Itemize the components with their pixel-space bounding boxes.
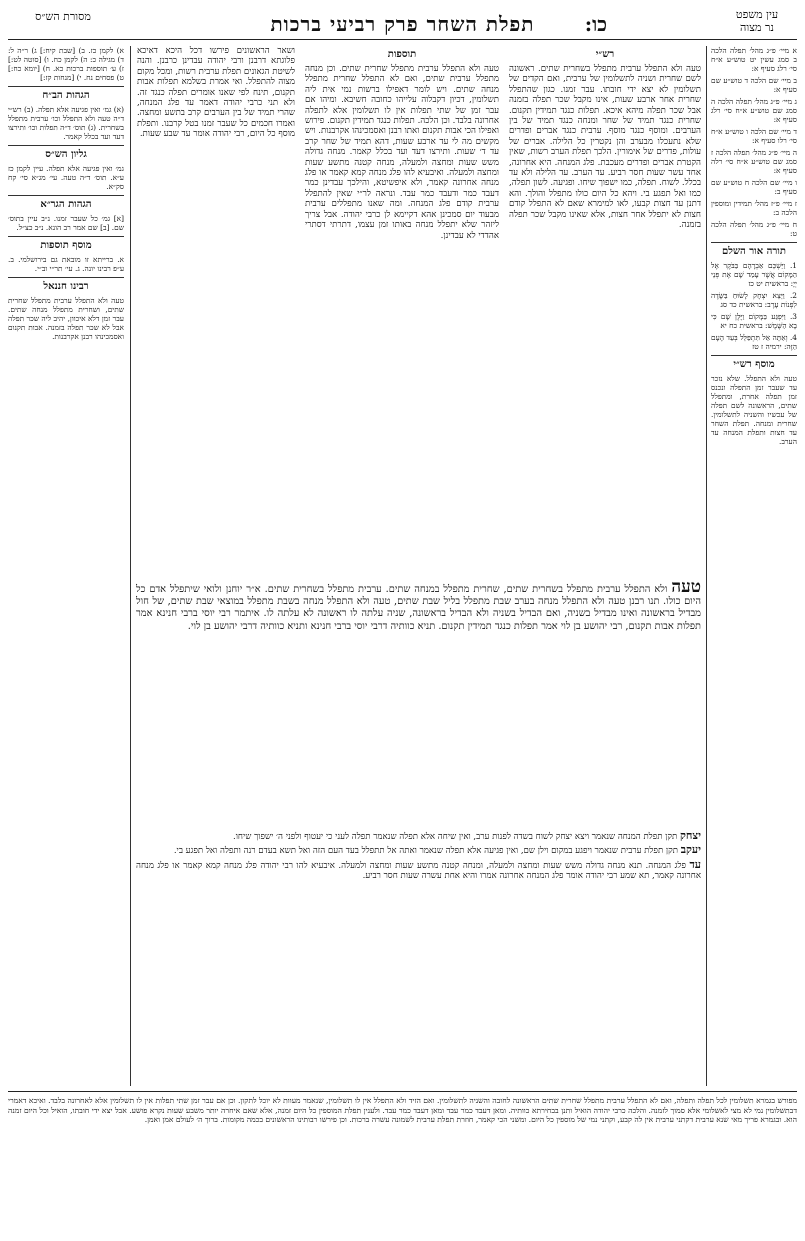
ein-mishpat-line: ה מיי׳ פ״ג מהל׳ תפלה הלכה ז סמג שם טוש״ע א״ח סי׳ רלה סעיף א:: [711, 148, 797, 175]
middle-commentary-text: ושאר הראשונים פירשו דכל היכא דאיכא פלוגתא דרבנן ורבי יהודה עבדינן כרבנן. והנה לשיטת הגאונים תפלת ערבית רשות, ומכל מקום מצוה להתפלל. ואי אמרת בשלמא תפלות אבות תקנום, תינח לפי שאנו אומרים תפלה כנגד זה. ולא תני כרבי יהודה דאמר עד פלג המנחה, שהרי תמיד של בין הערבים קרב בתשע ומחצה. ואמרו חכמים כל שעבר זמנו בטל קרבנו. ותפלת מוסף כל היום, רבי יהודה אומר עד שבע שעות.: [137, 46, 295, 140]
ein-mishpat-column: [711, 46, 797, 1086]
masoret-line: א. ברייתא זו מובאת גם בירושלמי. ב. ע״פ רבינו יונה. ג. עי׳ תר״י וב״י.: [8, 255, 124, 273]
rashi-title: רש״י: [595, 49, 615, 60]
masoret-line: טעה ולא התפלל ערבית מתפלל שחרית שתים, ושחרית מתפלל מנחה שתים. עבר זמן דלא איכוון, יהיב ליה שכר תפלה אבל לא שכר תפלה בזמנה. אבות תקנום ואסמכינהו רבנן אקרבנות.: [8, 296, 124, 341]
gemara-passage: תקן תפלת ערבית שנאמר ויפגע במקום וילן שם, ואין פגיעה אלא תפלה שנאמר ואתה אל תתפלל בעד העם הזה ואל תשא בעדם רנה ותפלה ואל תפגע בי.: [173, 846, 678, 857]
masoret-header-label: מסורת הש״ס: [35, 10, 91, 23]
torah-or-line: 2. וַיֵּצֵא יִצְחָק לָשׂוּחַ בַּשָּׂדֶה לִפְנוֹת עָרֶב: בראשית כד סג: [711, 291, 797, 309]
talmud-page: [8, 6, 797, 1235]
gemara-text: ולא התפלל ערבית מתפלל בשחרית שתים, שחרית מתפלל במנחה שתים. ערבית מתפלל בשחרית שתים. א״ר יוחנן ולואי שיתפלל אדם כל היום כולו. תנו רבנן טעה ולא התפלל מנחה בערב שבת מתפלל בליל שבת שתים, טעה ולא התפלל מנחה בשבת מתפלל במוצאי שבת שתים, של חול מבדיל בראשונה ואינו מבדיל בשניה, ואם הבדיל בשניה ולא הבדיל בראשונה, שניה עלתה לו ראשונה לא עלתה לו. איתמר רבי יוסי ברבי חנינא אמר תפלות אבות תקנום, רבי יהושע בן לוי אמר תפלות כנגד תמידין תקנום. תניא כוותיה דרבי יוסי ברבי חנינא ותניא כוותיה דרבי יהושע בן לוי.: [136, 584, 701, 632]
page-title: תפלת השחר פרק רביעי ברכות: [270, 12, 535, 36]
rashi-text: טעה ולא התפלל ערבית מתפלל בשחרית שתים. ראשונה לשם שחרית ושניה לתשלומין של ערבית, ואם הקדים של תשלומין לא יצא ידי חובתו. עבר זמנו. כגון שהתפלל שחרית אחר ארבע שעות, אינו מקבל שכר תפלה בזמנה אבל שכר תפלה מיהא איכא. תפלות כנגד תמידין תקנום. שחרית כנגד תמיד של שחר ומנחה כנגד תמיד של בין הערבים. ומוסף כנגד מוסף. ערבית כנגד אברים ופדרים שלא נתעכלו מבערב והן נקטרין כל הלילה. אברים של עולות, פדרים של אימורין. הלכך תפלת הערב רשות, שאין הקטרת אברים ופדרים מעכבת. פלג המנחה. היא אחרונה, אחד עשר שעות חסר רביע. עד הערב. עד הלילה ולא עד בכלל. לשוח. תפלה, כמו ישפוך שיחו. ופגיעה. לשון תפלה, כמו ואל תפגע בי. ויהא כל היום כולו מתפלל והולך. והא דתנן עד חצות קבעו, לאו למימרא שאם לא התפלל קודם חצות לא יתפלל אחר חצות, אלא שאינו מקבל שכר תפלה בזמנה.: [509, 64, 701, 231]
torah-or-line: 4. וְאַתָּה אַל תִּתְפַּלֵּל בְּעַד הָעָם הַזֶּה: ירמיה ז טז: [711, 333, 797, 351]
ein-mishpat-line: ח מיי׳ פ״ג מהל׳ תפלה הלכה ט:: [711, 220, 797, 238]
masoret-line: [א] גמ׳ כל שעבר זמנו. נ״ב עיין בתוס׳ שם. [ב] שם אמר רב הונא. נ״ב כצ״ל.: [8, 214, 124, 232]
musaf-tosafot-title: מוסף תוספות: [8, 236, 124, 252]
ein-mishpat-line: ג מיי׳ פ״ג מהל׳ תפלה הלכה ה סמג שם טוש״ע א״ח סי׳ רלג סעיף א:: [711, 97, 797, 124]
gilyon-hashas-title: גליון הש״ס: [8, 145, 124, 161]
daf-number: כו:: [584, 12, 607, 36]
hagahot-hagra-title: הגהות הגר״א: [8, 195, 124, 211]
footer-commentary: מפורש בגמרא תשלומין לכל תפלה ותפלה, ואם לא התפלל ערבית מתפלל שחרית שתים הראשונה לחובה והשניה לתשלומין. ואם הזיד ולא התפלל אין לו תשלומין, שנאמר מעוות לא יוכל לתקון. וכן אם עבר זמן שתי תפלות אין לו תשלומין אלא לאחרונה בלבד. ואיכא דאמרי דבתשלומין נמי לא מצי לאשלומי אלא סמוך לזמנה. והלכה כרבי יהודה הואיל ותנן בבחירתא כוותיה. ומאן דעבד כמר עבד ומאן דעבד כמר עבד. ולענין תפלת המוספין כל היום זמנה, אלא שאם איחרה יותר משבע שעות נקרא פושע. אבל יצא ידי חובתו, הואיל וכל היום זמנה הוא. ובגמרא פריך מאי שנא ערבית דקתני ערבית אין לה קבע, וקתני נמי של מוספין כל היום. ומשני הכי קאמר, חוזרת תפלת ערבית לשמונה עשרה ברכות. וכן פירשו רבותינו הראשונים בכמה מקומות. ברוך ה׳ לעולם אמן ואמן.: [8, 1091, 797, 1233]
masoret-line: גמ׳ ואין פגיעה אלא תפלה. עיין לקמן כז ע״א. תוס׳ ד״ה טעה. עי׳ מג״א סי׳ קח סק״א.: [8, 164, 124, 191]
middle-commentary-column: [137, 46, 295, 576]
ein-mishpat-line: ו מיי׳ שם הלכה ח טוש״ע שם סעיף ב:: [711, 178, 797, 196]
musaf-rashi-title: מוסף רש״י: [711, 355, 797, 371]
masoret-hashas-column: [8, 46, 124, 1086]
ein-mishpat-line: ז מיי׳ פ״ז מהל׳ תמידין ומוספין הלכה ב:: [711, 199, 797, 217]
tosafot-text: טעה ולא התפלל ערבית מתפלל שחרית שתים. וכן מנחה מתפלל ערבית שתים, ואם לא התפלל שחרית מתפלל מנחה שתים. ויש לומר דאפילו ברשות נמי אית ליה תשלומין, דכיון דקבלוה עלייהו כחובה חשיבא. ומיהו אם עבר זמן של שתי תפלות אין לו תשלומין אלא לתפלה אחרונה בלבד. וכן הלכה. תפלות כנגד תמידין תקנום. פירוש ואפילו הכי אבות תקנום ואתו רבנן ואסמכינהו אקרבנות. ויש מקשים מה לי עד ארבע שעות, דהא תמיד של שחר קרב עד ד׳ שעות. ותירצו דעד ועד בכלל קאמר. מנחה גדולה משש שעות ומחצה ולמעלה, מנחה קטנה מתשע שעות ומחצה ולמעלה. ואיבעיא להו פלג מנחה קמא קאמר או פלג מנחה אחרונה קאמר, ולא איפשיטא, והילכך עבדינן כמר דעבד כמר ודעבד כמר עבד. ונראה לר״י שאין להתפלל ערבית קודם פלג המנחה. ומה שאנו מתפללים ערבית מבעוד יום סמכינן אהא דקיימא לן כרבי יהודה. אבל צריך ליזהר שלא יתפלל מנחה באותו זמן עצמו, דתרתי דסתרי אהדדי לא עבדינן.: [305, 64, 499, 241]
masoret-line: (א) גמ׳ ואין פגיעה אלא תפלה. (ב) רש״י ד״ה טעה ולא התפלל וכו׳ ערבית מתפלל בשחרית. (ג) תוס׳ ד״ה תפלות וכו׳ ותירצו דעד ועד בכלל קאמר.: [8, 105, 124, 141]
tosafot-column: [305, 46, 499, 576]
musaf-rashi-text: טעה ולא התפלל. שלא נזכר עד שעבר זמן התפלה ונכנס זמן תפלה אחרת, ומתפלל שתים, הראשונה לשם תפלה של עכשיו והשניה לתשלומין. שחרית ומנחה. תפלת השחר עד חצות ותפלת המנחה עד הערב.: [711, 374, 797, 446]
dibur-hamatchil: עד: [689, 857, 701, 871]
ein-mishpat-line: ד מיי׳ שם הלכה ו טוש״ע א״ח סי׳ רלו סעיף א:: [711, 127, 797, 145]
column-divider: [706, 46, 707, 1086]
hagahot-habach-title: הגהות הב״ח: [8, 86, 124, 102]
gemara-main-text: [136, 581, 701, 821]
torah-or-line: 1. וַיַּשְׁכֵּם אַבְרָהָם בַּבֹּקֶר אֶל הַמָּקוֹם אֲשֶׁר עָמַד שָׁם אֶת פְּנֵי יְיָ: בראשית יט כז: [711, 261, 797, 288]
column-divider: [130, 46, 131, 1086]
page-header: [8, 6, 797, 40]
rashi-column: [509, 46, 701, 576]
gemara-passage: פלג המנחה. תנא מנחה גדולה משש שעות ומחצה ולמעלה, ומנחה קטנה מתשע שעות ומחצה ולמעלה. איבעיא להו רבי יהודה פלג מנחה קמא קאמר או פלג מנחה אחרונה קאמר, תא שמע רבי יהודה אומר פלג המנחה אחרונה אמרו והיא אחת עשרה שעות חסר רביע.: [136, 860, 701, 882]
rabbeinu-chananel-title: רבינו חננאל: [8, 277, 124, 293]
gemara-continuation: [136, 831, 701, 1041]
dibur-hamatchil: יעקב: [680, 843, 701, 857]
opening-word: טעה: [671, 581, 701, 597]
ein-mishpat-line: ב מיי׳ שם הלכה ד טוש״ע שם סעיף א:: [711, 76, 797, 94]
ein-mishpat-line: א מיי׳ פ״ג מהל׳ תפלה הלכה ב סמג עשין יט טוש״ע א״ח סי׳ רלג סעיף א:: [711, 46, 797, 73]
torah-or-title: תורה אור השלם: [711, 242, 797, 258]
torah-or-line: 3. וַיִּפְגַּע בַּמָּקוֹם וַיָּלֶן שָׁם כִּי בָא הַשֶּׁמֶשׁ: בראשית כח יא: [711, 312, 797, 330]
ein-mishpat-header-label: עין משפט נר מצוה: [735, 8, 779, 34]
gemara-passage: תקן תפלת המנחה שנאמר ויצא יצחק לשוח בשדה לפנות ערב, ואין שיחה אלא תפלה שנאמר תפלה לעני כי יעטוף ולפני ה׳ ישפוך שיחו.: [232, 832, 678, 842]
dibur-hamatchil: יצחק: [679, 831, 701, 842]
tosafot-title: תוספות: [387, 49, 417, 60]
masoret-line: א) לקמן כז. ב) [שבת קיח:] ג) ר״ה ל: ד) מגילה כ: ה) לקמן כח. ו) [סוטה לט:] ז) ע׳ תוספות ברכות כא. ח) [יומא כח:] ט) פסחים נח. י) [מנחות קז:]: [8, 46, 124, 82]
